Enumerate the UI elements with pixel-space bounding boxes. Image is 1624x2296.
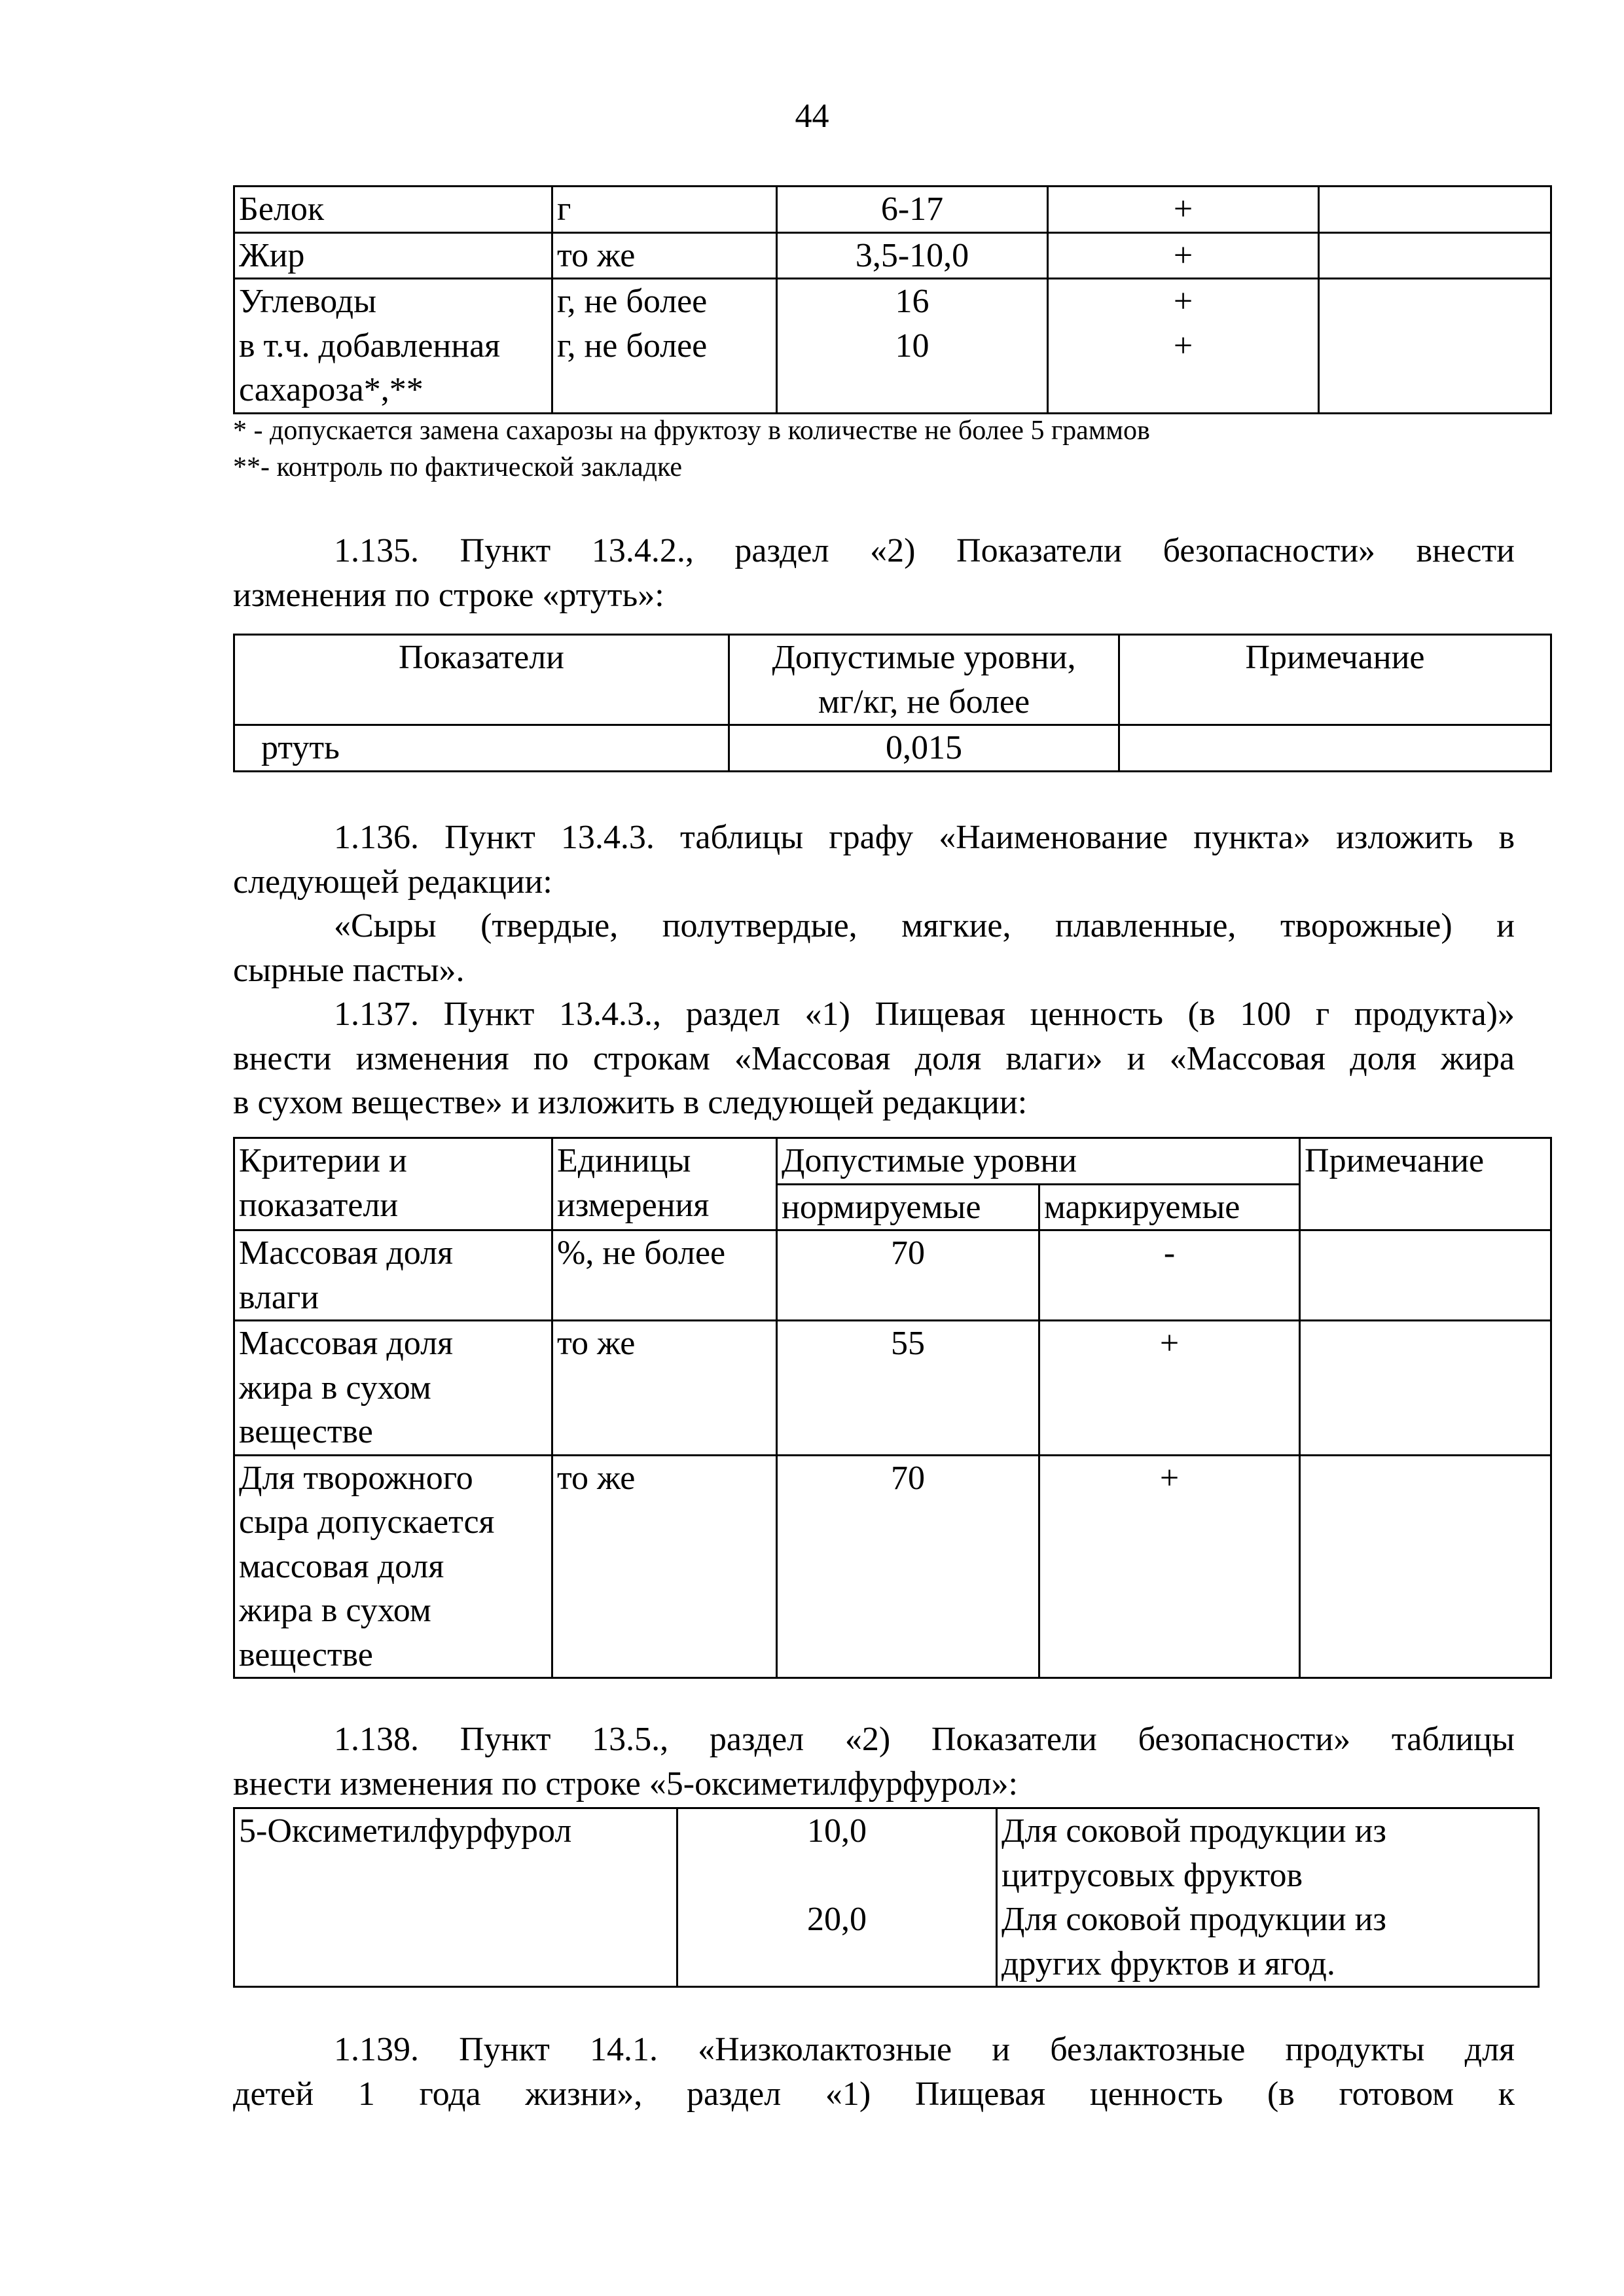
table-cell-unit: то же bbox=[552, 1321, 777, 1456]
table-cell-name: Белок bbox=[234, 187, 552, 233]
table-cell-note bbox=[1300, 1230, 1551, 1321]
table-cell-note bbox=[1319, 279, 1551, 414]
table-row bbox=[234, 232, 1551, 279]
table-cell-mark: + + bbox=[1048, 279, 1319, 414]
paragraph-1135: 1.135. Пункт 13.4.2., раздел «2) Показатели безопасности» внести изменения по строке «ртуть»: bbox=[233, 532, 1515, 614]
table-cell-mark: + bbox=[1048, 187, 1319, 233]
paragraph-1138: 1.138. Пункт 13.5., раздел «2) Показатели безопасности» таблицы внести изменения по строке «5-оксиметилфурфурол»: bbox=[233, 1721, 1515, 1803]
table-cell-marked: - bbox=[1039, 1230, 1300, 1321]
header-cell-note: Примечание bbox=[1300, 1138, 1551, 1230]
header-cell-indicators: Показатели bbox=[234, 635, 729, 725]
table-cell-normed: 55 bbox=[777, 1321, 1039, 1456]
table-cell-level: 16 10 bbox=[777, 279, 1048, 414]
table-cell-normed: 70 bbox=[777, 1230, 1039, 1321]
table-row bbox=[234, 725, 1551, 772]
paragraph-1136-1137: 1.136. Пункт 13.4.3. таблицы графу «Наименование пункта» изложить в следующей редакции: «Сыры (твердые, полутвердые, мягкие, плавленные, творожные) и сырные пасты». 1.137. Пункт 13.4.3., раздел «1) Пищевая ценность (в 100 г продукта)» внести изменения по строкам «Массовая доля влаги» и «Массовая доля жира в сухом веществе» и изложить в следующей редакции: bbox=[233, 819, 1515, 1121]
table-cell-marked: + bbox=[1039, 1455, 1300, 1678]
table-cell-note bbox=[1300, 1321, 1551, 1456]
table-cell-levels: 10,0 20,0 bbox=[677, 1808, 997, 1987]
furfural-table bbox=[233, 1807, 1540, 1988]
header-cell-levels: Допустимые уровни, мг/кг, не более bbox=[729, 635, 1119, 725]
header-cell-criteria: Критерии и показатели bbox=[234, 1138, 552, 1230]
mercury-table bbox=[233, 634, 1552, 772]
table-row bbox=[234, 1455, 1551, 1678]
table-row bbox=[234, 187, 1551, 233]
table-cell-name: Для творожного сыра допускается массовая доля жира в сухом веществе bbox=[234, 1455, 552, 1678]
table-cell-unit: г bbox=[552, 187, 777, 233]
table-cell-name: Жир bbox=[234, 232, 552, 279]
table-cell-marked: + bbox=[1039, 1321, 1300, 1456]
table-cell-unit: %, не более bbox=[552, 1230, 777, 1321]
header-cell-units: Единицы измерения bbox=[552, 1138, 777, 1230]
footnote: **- контроль по фактической закладке bbox=[233, 452, 682, 482]
table-cell-name: 5-Оксиметилфурфурол bbox=[234, 1808, 677, 1987]
table-cell-note bbox=[1319, 187, 1551, 233]
table-cell-normed: 70 bbox=[777, 1455, 1039, 1678]
header-cell-note: Примечание bbox=[1119, 635, 1551, 725]
table-cell-unit: г, не более г, не более bbox=[552, 279, 777, 414]
table-header-row bbox=[234, 1138, 1551, 1185]
table-cell-note bbox=[1300, 1455, 1551, 1678]
footnote: * - допускается замена сахарозы на фруктозу в количестве не более 5 граммов bbox=[233, 416, 1150, 446]
table-row bbox=[234, 1321, 1551, 1456]
table-cell-note bbox=[1119, 725, 1551, 772]
table-cell-unit: то же bbox=[552, 1455, 777, 1678]
table-row bbox=[234, 279, 1551, 414]
cheese-table bbox=[233, 1137, 1552, 1679]
table-row bbox=[234, 1230, 1551, 1321]
table-cell-name: Углеводы в т.ч. добавленная сахароза*,** bbox=[234, 279, 552, 414]
table-cell-mark: + bbox=[1048, 232, 1319, 279]
table-cell-level: 3,5-10,0 bbox=[777, 232, 1048, 279]
table-cell-name: Массовая доля влаги bbox=[234, 1230, 552, 1321]
table-header-row bbox=[234, 635, 1551, 725]
table-cell-name: ртуть bbox=[234, 725, 729, 772]
table-cell-level: 6-17 bbox=[777, 187, 1048, 233]
page-number: 44 bbox=[795, 98, 829, 135]
paragraph-1139: 1.139. Пункт 14.1. «Низколактозные и безлактозные продукты для детей 1 года жизни», раздел «1) Пищевая ценность (в готовом к bbox=[233, 2031, 1515, 2113]
table-cell-level: 0,015 bbox=[729, 725, 1119, 772]
header-cell-marked: маркируемые bbox=[1039, 1184, 1300, 1230]
table-cell-name: Массовая доля жира в сухом веществе bbox=[234, 1321, 552, 1456]
table-cell-unit: то же bbox=[552, 232, 777, 279]
table-cell-notes: Для соковой продукции из цитрусовых фруктов Для соковой продукции из других фруктов и ягод. bbox=[997, 1808, 1539, 1987]
nutrition-table bbox=[233, 185, 1552, 414]
header-cell-levels: Допустимые уровни bbox=[777, 1138, 1300, 1185]
table-cell-note bbox=[1319, 232, 1551, 279]
header-cell-normed: нормируемые bbox=[777, 1184, 1039, 1230]
table-row bbox=[234, 1808, 1539, 1987]
